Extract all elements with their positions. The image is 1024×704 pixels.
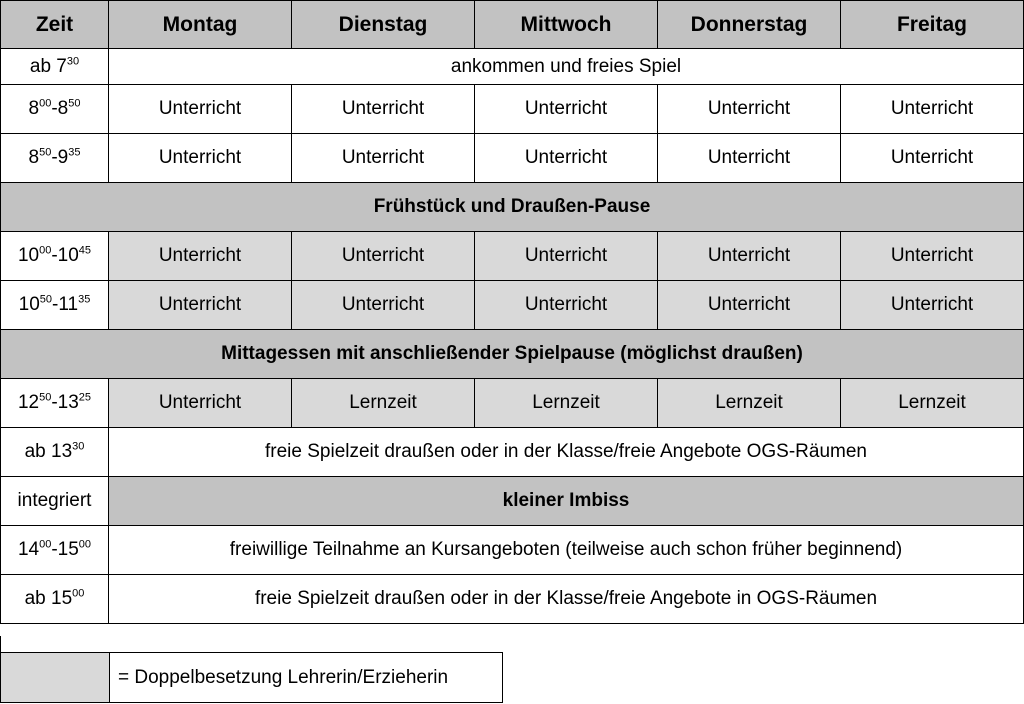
lesson-cell: Unterricht [475,281,658,330]
time-cell: $10^{50}-11^{35}$ [1,281,109,330]
header-day: Dienstag [292,1,475,49]
break-row-cell: Mittagessen mit anschließender Spielpause (möglichst draußen) [1,330,1024,379]
table-row [1,49,1024,85]
header-day: Freitag [841,1,1024,49]
legend [0,652,503,703]
span-cell: ankommen und freies Spiel [109,49,1024,85]
lesson-cell: Unterricht [475,134,658,183]
table-row [1,477,1024,526]
lesson-cell: Unterricht [658,232,841,281]
lesson-cell: Unterricht [292,281,475,330]
table-row [1,330,1024,379]
table-row [1,232,1024,281]
table-row [1,183,1024,232]
header-row [1,1,1024,49]
lesson-cell: Unterricht [292,85,475,134]
span-cell: freiwillige Teilnahme an Kursangeboten (teilweise auch schon früher beginnend) [109,526,1024,575]
table-row [1,379,1024,428]
time-cell: $8^{50}-9^{35}$ [1,134,109,183]
lesson-cell: Unterricht [292,134,475,183]
header-zeit: Zeit [1,1,109,49]
time-cell: $10^{00}-10^{45}$ [1,232,109,281]
lesson-cell: Unterricht [658,134,841,183]
lesson-cell: Lernzeit [658,379,841,428]
legend-text: = Doppelbesetzung Lehrerin/Erzieherin [110,653,503,703]
time-cell: integriert [1,477,109,526]
lesson-cell: Lernzeit [475,379,658,428]
lesson-cell: Unterricht [109,379,292,428]
span-cell: freie Spielzeit draußen oder in der Klasse/freie Angebote in OGS-Räumen [109,575,1024,624]
lesson-cell: Unterricht [658,281,841,330]
span-cell: freie Spielzeit draußen oder in der Klasse/freie Angebote OGS-Räumen [109,428,1024,477]
span-cell: kleiner Imbiss [109,477,1024,526]
table-row [1,281,1024,330]
break-row-cell: Frühstück und Draußen-Pause [1,183,1024,232]
header-day: Montag [109,1,292,49]
table-row [1,134,1024,183]
time-cell: ab $13^{30}$ [1,428,109,477]
time-cell: $12^{50}-13^{25}$ [1,379,109,428]
lesson-cell: Unterricht [841,85,1024,134]
lesson-cell: Unterricht [475,232,658,281]
table-row [1,85,1024,134]
time-cell: $14^{00}-15^{00}$ [1,526,109,575]
lesson-cell: Unterricht [841,281,1024,330]
lesson-cell: Unterricht [841,134,1024,183]
lesson-cell: Lernzeit [292,379,475,428]
table-row [1,428,1024,477]
lesson-cell: Unterricht [658,85,841,134]
header-day: Mittwoch [475,1,658,49]
lesson-cell: Unterricht [475,85,658,134]
lesson-cell: Lernzeit [841,379,1024,428]
time-cell: $8^{00}-8^{50}$ [1,85,109,134]
header-day: Donnerstag [658,1,841,49]
lesson-cell: Unterricht [109,134,292,183]
lesson-cell: Unterricht [109,85,292,134]
lesson-cell: Unterricht [292,232,475,281]
table-row [1,575,1024,624]
table-row [1,526,1024,575]
divider-line [0,636,1,653]
lesson-cell: Unterricht [109,232,292,281]
lesson-cell: Unterricht [841,232,1024,281]
lesson-cell: Unterricht [109,281,292,330]
time-cell: ab $7^{30}$ [1,49,109,85]
legend-swatch [1,653,110,703]
time-cell: ab $15^{00}$ [1,575,109,624]
